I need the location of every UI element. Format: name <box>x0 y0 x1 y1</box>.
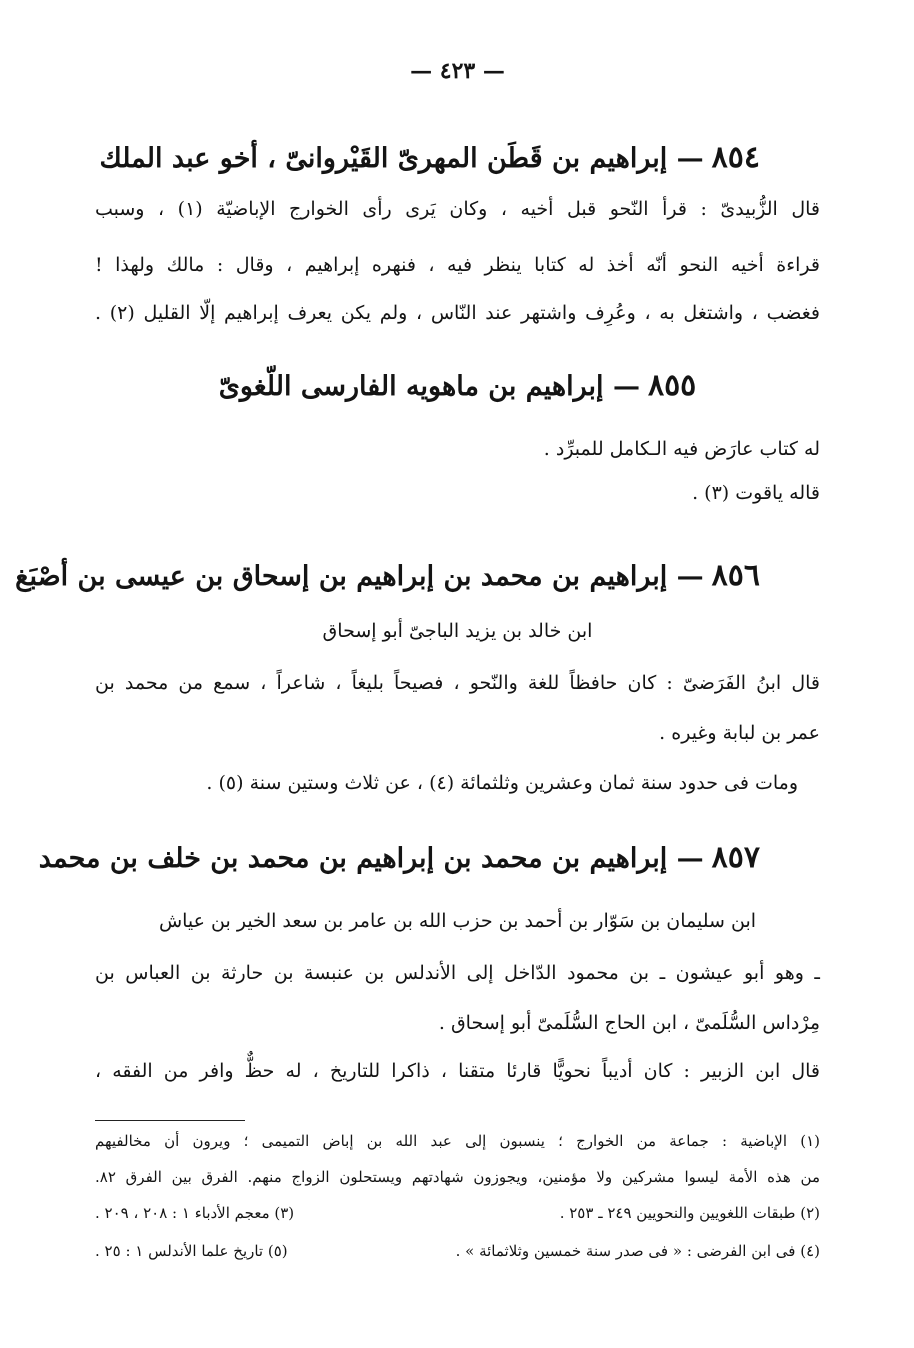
footnote-4: (٤) فى ابن الفرضى : « فى صدر سنة خمسين وثلاثمائة » . <box>455 1242 820 1260</box>
entry-title: — إبراهيم بن محمد بن إبراهيم بن محمد بن خلف بن محمد <box>38 843 704 874</box>
entry-text-line: مِرْداس السُّلَمىّ ، ابن الحاج السُّلَمىّ أبو إسحاق . <box>438 1012 820 1034</box>
entry-subline: ابن سليمان بن سَوّار بن أحمد بن حزب الله بن عامر بن سعد الخير بن عياش <box>158 910 757 932</box>
entry-heading-856 <box>15 558 760 593</box>
footnote-3: (٣) معجم الأدباء ١ : ٢٠٨ ، ٢٠٩ . <box>95 1204 295 1222</box>
entry-title: — إبراهيم بن ماهويه الفارسى اللّغوىّ <box>218 371 640 402</box>
footnote-1-line: من هذه الأمة ليسوا مشركين ولا مؤمنين، ويجوزون شهادتهم ويستحلون الزواج منهم. الفرق بين الفرق ٨٢. <box>95 1168 820 1186</box>
footnote-1-line: (١) الإباضية : جماعة من الخوارج ؛ ينسبون إلى عبد الله بن إباض التميمى ؛ ويرون أن مخالفيهم <box>95 1132 820 1150</box>
footnote-row <box>95 1242 820 1260</box>
entry-text-line: له كتاب عارَض فيه الـكامل للمبرِّد . <box>543 438 820 460</box>
entry-text-line: قال ابن الزبير : كان أديباً نحويًّا قارئا متقنا ، ذاكرا للتاريخ ، له حظٌّ وافر من الفقه ، <box>95 1060 820 1082</box>
entry-number: ٨٥٧ <box>711 840 760 875</box>
footnote-divider <box>95 1120 245 1121</box>
entry-heading-857 <box>38 840 760 875</box>
entry-text-line: قراءة أخيه النحو أنّه أخذ له كتابا ينظر فيه ، فنهره إبراهيم ، وقال : مالك ولهذا ! <box>95 254 820 276</box>
entry-subline: ابن خالد بن يزيد الباجىّ أبو إسحاق <box>322 620 593 642</box>
entry-text-line: ـ وهو أبو عيشون ـ بن محمود الدّاخل إلى الأندلس بن عنبسة بن حارثة بن العباس بن <box>95 962 820 984</box>
entry-title: — إبراهيم بن محمد بن إبراهيم بن إسحاق بن عيسى بن أصْبَغ <box>15 561 704 592</box>
entry-number: ٨٥٥ <box>647 368 697 403</box>
footnote-5: (٥) تاريخ علما الأندلس ١ : ٢٥ . <box>95 1242 288 1260</box>
page-number: — ٤٢٣ — <box>410 58 505 84</box>
entry-number: ٨٥٤ <box>711 140 760 175</box>
entry-text-line: قال ابنُ الفَرَضىّ : كان حافظاً للغة والنّحو ، فصيحاً بليغاً ، شاعراً ، سمع من محمد بن <box>95 672 820 694</box>
entry-text-line: فغضب ، واشتغل به ، وعُرِف واشتهر عند النّاس ، ولم يكن يعرف إبراهيم إلّا القليل (٢) . <box>95 302 820 324</box>
entry-number: ٨٥٦ <box>711 558 760 593</box>
entry-text-line: ومات فى حدود سنة ثمان وعشرين وثلثمائة (٤) ، عن ثلاث وستين سنة (٥) . <box>206 772 798 794</box>
entry-heading-855 <box>95 368 820 403</box>
document-page <box>15 40 820 1320</box>
entry-text-line: عمر بن لبابة وغيره . <box>659 722 820 744</box>
entry-heading-854 <box>95 140 760 175</box>
footnote-row <box>95 1204 820 1222</box>
entry-title: — إبراهيم بن قَطَن المهرىّ القَيْروانىّ ، أخو عبد الملك <box>99 143 704 174</box>
entry-text-line: قاله ياقوت (٣) . <box>692 482 820 504</box>
footnote-2: (٢) طبقات اللغويين والنحويين ٢٤٩ ـ ٢٥٣ . <box>559 1204 820 1222</box>
entry-text-line: قال الزُّبيدىّ : قرأ النّحو قبل أخيه ، وكان يَرى رأى الخوارج الإباضيّة (١) ، وسبب <box>95 198 820 220</box>
